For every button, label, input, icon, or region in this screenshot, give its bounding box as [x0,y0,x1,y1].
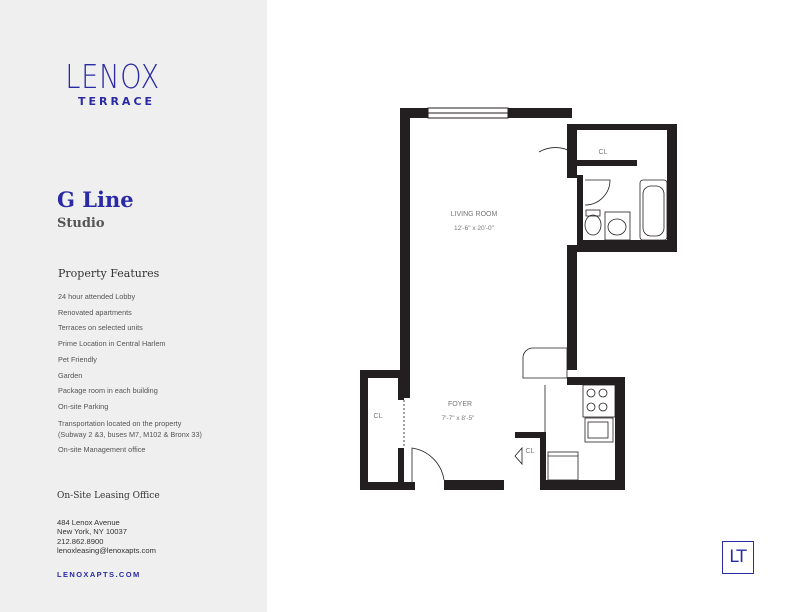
wall-left [400,108,410,398]
wall-right-upper [667,124,677,252]
address-line-1: 484 Lenox Avenue [57,518,120,527]
wall-right-mid [567,245,577,370]
feature-item: Pet Friendly [58,354,97,364]
feature-item: 24 hour attended Lobby [58,292,136,301]
wall-kitchen-top [567,377,623,385]
foyer-dims: 7'-7" x 8'-5" [441,415,475,422]
top-closet-label: CL [598,149,608,156]
features-heading: Property Features [58,267,160,280]
feature-item-multiline [58,415,202,442]
wall-bottom-mid [444,480,504,490]
wall-closet-bottom [577,160,637,166]
feature-item: Garden [58,370,83,380]
window [428,108,508,118]
left-closet-label: CL [373,413,383,420]
wall-closet-left-side [360,370,368,490]
wall-kitchen-bottom [577,480,625,490]
logo-wordmark: LENOX [65,57,160,96]
bathtub-icon [640,180,667,240]
wall-closet-top [572,124,672,130]
foyer-closet-label: CL [525,448,535,455]
wall-top-right [508,108,572,118]
floor-plan [300,80,700,500]
foyer-closet-door-icon [515,448,522,464]
phone-number[interactable]: 212.862.8900 [57,536,104,546]
entry-door-swing-icon [412,448,444,490]
walls [360,108,677,490]
wall-bath-left-stub [577,175,583,245]
unit-type: Studio [57,216,105,231]
living-room-label: LIVING ROOM [450,211,498,218]
feature-line: (Subway 2 &3, buses M7, M102 & Bronx 33) [58,429,202,439]
office-heading: On-Site Leasing Office [57,491,160,501]
living-room-dims: 12'-6" x 20'-0" [454,225,494,232]
feature-item: Terraces on selected units [58,323,143,333]
feature-item: On-site Management office [58,444,146,454]
wall-bottom-right [545,480,577,490]
bath-door-swing-icon [585,180,610,205]
office-contact [57,518,156,555]
unit-title: G Line [57,187,134,212]
wall-kitchen-right [615,377,625,490]
lt-monogram-logo: LT [722,541,754,574]
foyer-label: FOYER [447,401,473,408]
feature-item: On-site Parking [58,401,109,411]
feature-item: Renovated apartments [58,307,132,317]
feature-line: Transportation located on the property [58,418,182,428]
wall-closet-left-bottom [360,482,415,490]
lenox-terrace-logo [55,57,170,108]
stove-icon [583,385,615,417]
website-link[interactable]: LENOXAPTS.COM [57,570,141,579]
kitchen-counter-icon [523,348,567,378]
wall-foyer-left [398,376,404,400]
email-link[interactable]: lenoxleasing@lenoxapts.com [57,545,156,555]
logo-subtitle: TERRACE [77,95,156,108]
address-line-2: New York, NY 10037 [57,527,127,537]
features-list [58,289,202,457]
toilet-icon [585,215,601,235]
feature-item: Prime Location in Central Harlem [58,339,166,349]
feature-item: Package room in each building [58,386,158,396]
wall-bath-bottom [577,240,677,252]
wall-foyer-left-low [398,448,404,490]
info-sidebar [0,0,267,612]
